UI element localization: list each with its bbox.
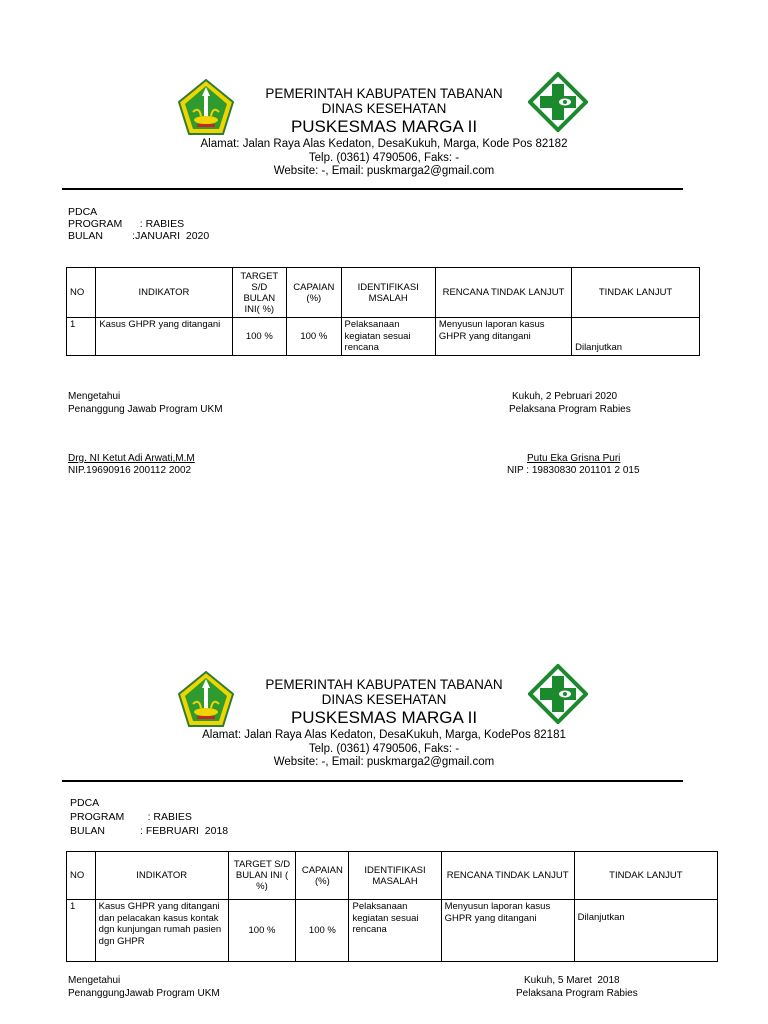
col-header-tindak: TINDAK LANJUT (574, 852, 717, 900)
header-department: DINAS KESEHATAN (321, 692, 447, 707)
header-puskesmas: PUSKESMAS MARGA II (290, 708, 478, 727)
cell-identifikasi: Pelaksanaan kegiatan sesuai rencana (349, 900, 441, 962)
header-website: Website: -, Email: puskmarga2@gmail.com (273, 165, 495, 177)
cell-tindak: Dilanjutkan (574, 900, 717, 962)
col-header-rencana: RENCANA TINDAK LANJUT (435, 268, 571, 318)
cell-indikator: Kasus GHPR yang ditangani dan pelacakan kasus kontak dgn kunjungan rumah pasien dgn GHPR (95, 900, 228, 962)
meta-bulan: BULAN : FEBRUARI 2018 (70, 825, 229, 837)
sign-right-date: Kukuh, 5 Maret 2018 (524, 975, 620, 986)
meta-pdca: PDCA (70, 797, 100, 809)
col-header-capaian: CAPAIAN (%) (287, 268, 341, 318)
sign-right-name: Putu Eka Grisna Puri (527, 453, 621, 464)
cell-capaian: 100 % (287, 318, 341, 356)
sign-left-label: Mengetahui (68, 975, 121, 986)
cell-capaian: 100 % (296, 900, 349, 962)
col-header-identifikasi: IDENTIFIKASI MSALAH (341, 268, 435, 318)
sign-left-name: Drg. NI Ketut Adi Arwati,M.M (68, 453, 195, 464)
puskesmas-logo-icon (528, 72, 588, 132)
col-header-indikator: INDIKATOR (95, 852, 228, 900)
header-telp: Telp. (0361) 4790506, Faks: - (308, 743, 460, 755)
sign-right-role: Pelaksana Program Rabies (509, 404, 631, 415)
puskesmas-logo-icon (528, 664, 588, 724)
sign-left-role: PenanggungJawab Program UKM (68, 988, 220, 999)
table-row (67, 318, 700, 356)
cell-target: 100 % (232, 318, 286, 356)
cell-rencana: Menyusun laporan kasus GHPR yang ditangani (435, 318, 571, 356)
header-divider (62, 780, 683, 782)
header-department: DINAS KESEHATAN (321, 101, 447, 116)
col-header-target: TARGET S/D BULAN INI( %) (232, 268, 286, 318)
table-row (67, 900, 718, 962)
cell-no: 1 (67, 318, 96, 356)
col-header-rencana: RENCANA TINDAK LANJUT (441, 852, 574, 900)
meta-pdca: PDCA (68, 206, 98, 218)
header-government: PEMERINTAH KABUPATEN TABANAN (265, 86, 503, 101)
col-header-no: NO (67, 852, 96, 900)
regency-emblem-icon (177, 78, 235, 136)
cell-no: 1 (67, 900, 96, 962)
meta-program: PROGRAM : RABIES (70, 811, 192, 823)
sign-right-nip: NIP : 19830830 201101 2 015 (507, 465, 640, 476)
cell-rencana: Menyusun laporan kasus GHPR yang ditangani (441, 900, 574, 962)
header-divider (62, 188, 683, 190)
col-header-tindak: TINDAK LANJUT (572, 268, 700, 318)
header-government: PEMERINTAH KABUPATEN TABANAN (265, 677, 503, 692)
sign-right-date: Kukuh, 2 Pebruari 2020 (512, 391, 618, 402)
table-header-row (67, 852, 718, 900)
col-header-indikator: INDIKATOR (96, 268, 232, 318)
col-header-capaian: CAPAIAN (%) (296, 852, 349, 900)
pdca-table (66, 851, 718, 962)
sign-left-label: Mengetahui (68, 391, 121, 402)
header-address: Alamat: Jalan Raya Alas Kedaton, DesaKukuh, Marga, Kode Pos 82182 (200, 138, 568, 150)
header-address: Alamat: Jalan Raya Alas Kedaton, DesaKukuh, Marga, KodePos 82181 (202, 729, 566, 741)
pdca-table (66, 267, 700, 356)
cell-identifikasi: Pelaksanaan kegiatan sesuai rencana (341, 318, 435, 356)
header-puskesmas: PUSKESMAS MARGA II (290, 117, 478, 136)
sign-right-role: Pelaksana Program Rabies (516, 988, 638, 999)
cell-tindak: Dilanjutkan (572, 318, 700, 356)
cell-indikator: Kasus GHPR yang ditangani (96, 318, 232, 356)
col-header-identifikasi: IDENTIFIKASI MASALAH (349, 852, 441, 900)
table-header-row (67, 268, 700, 318)
sign-left-nip: NIP.19690916 200112 2002 (68, 465, 192, 476)
header-telp: Telp. (0361) 4790506, Faks: - (308, 152, 460, 164)
cell-target: 100 % (228, 900, 296, 962)
regency-emblem-icon (177, 670, 235, 728)
sign-left-role: Penanggung Jawab Program UKM (68, 404, 223, 415)
col-header-target: TARGET S/D BULAN INI ( %) (228, 852, 296, 900)
meta-bulan: BULAN :JANUARI 2020 (68, 230, 210, 242)
col-header-no: NO (67, 268, 96, 318)
header-website: Website: -, Email: puskmarga2@gmail.com (273, 756, 495, 768)
meta-program: PROGRAM : RABIES (68, 218, 185, 230)
